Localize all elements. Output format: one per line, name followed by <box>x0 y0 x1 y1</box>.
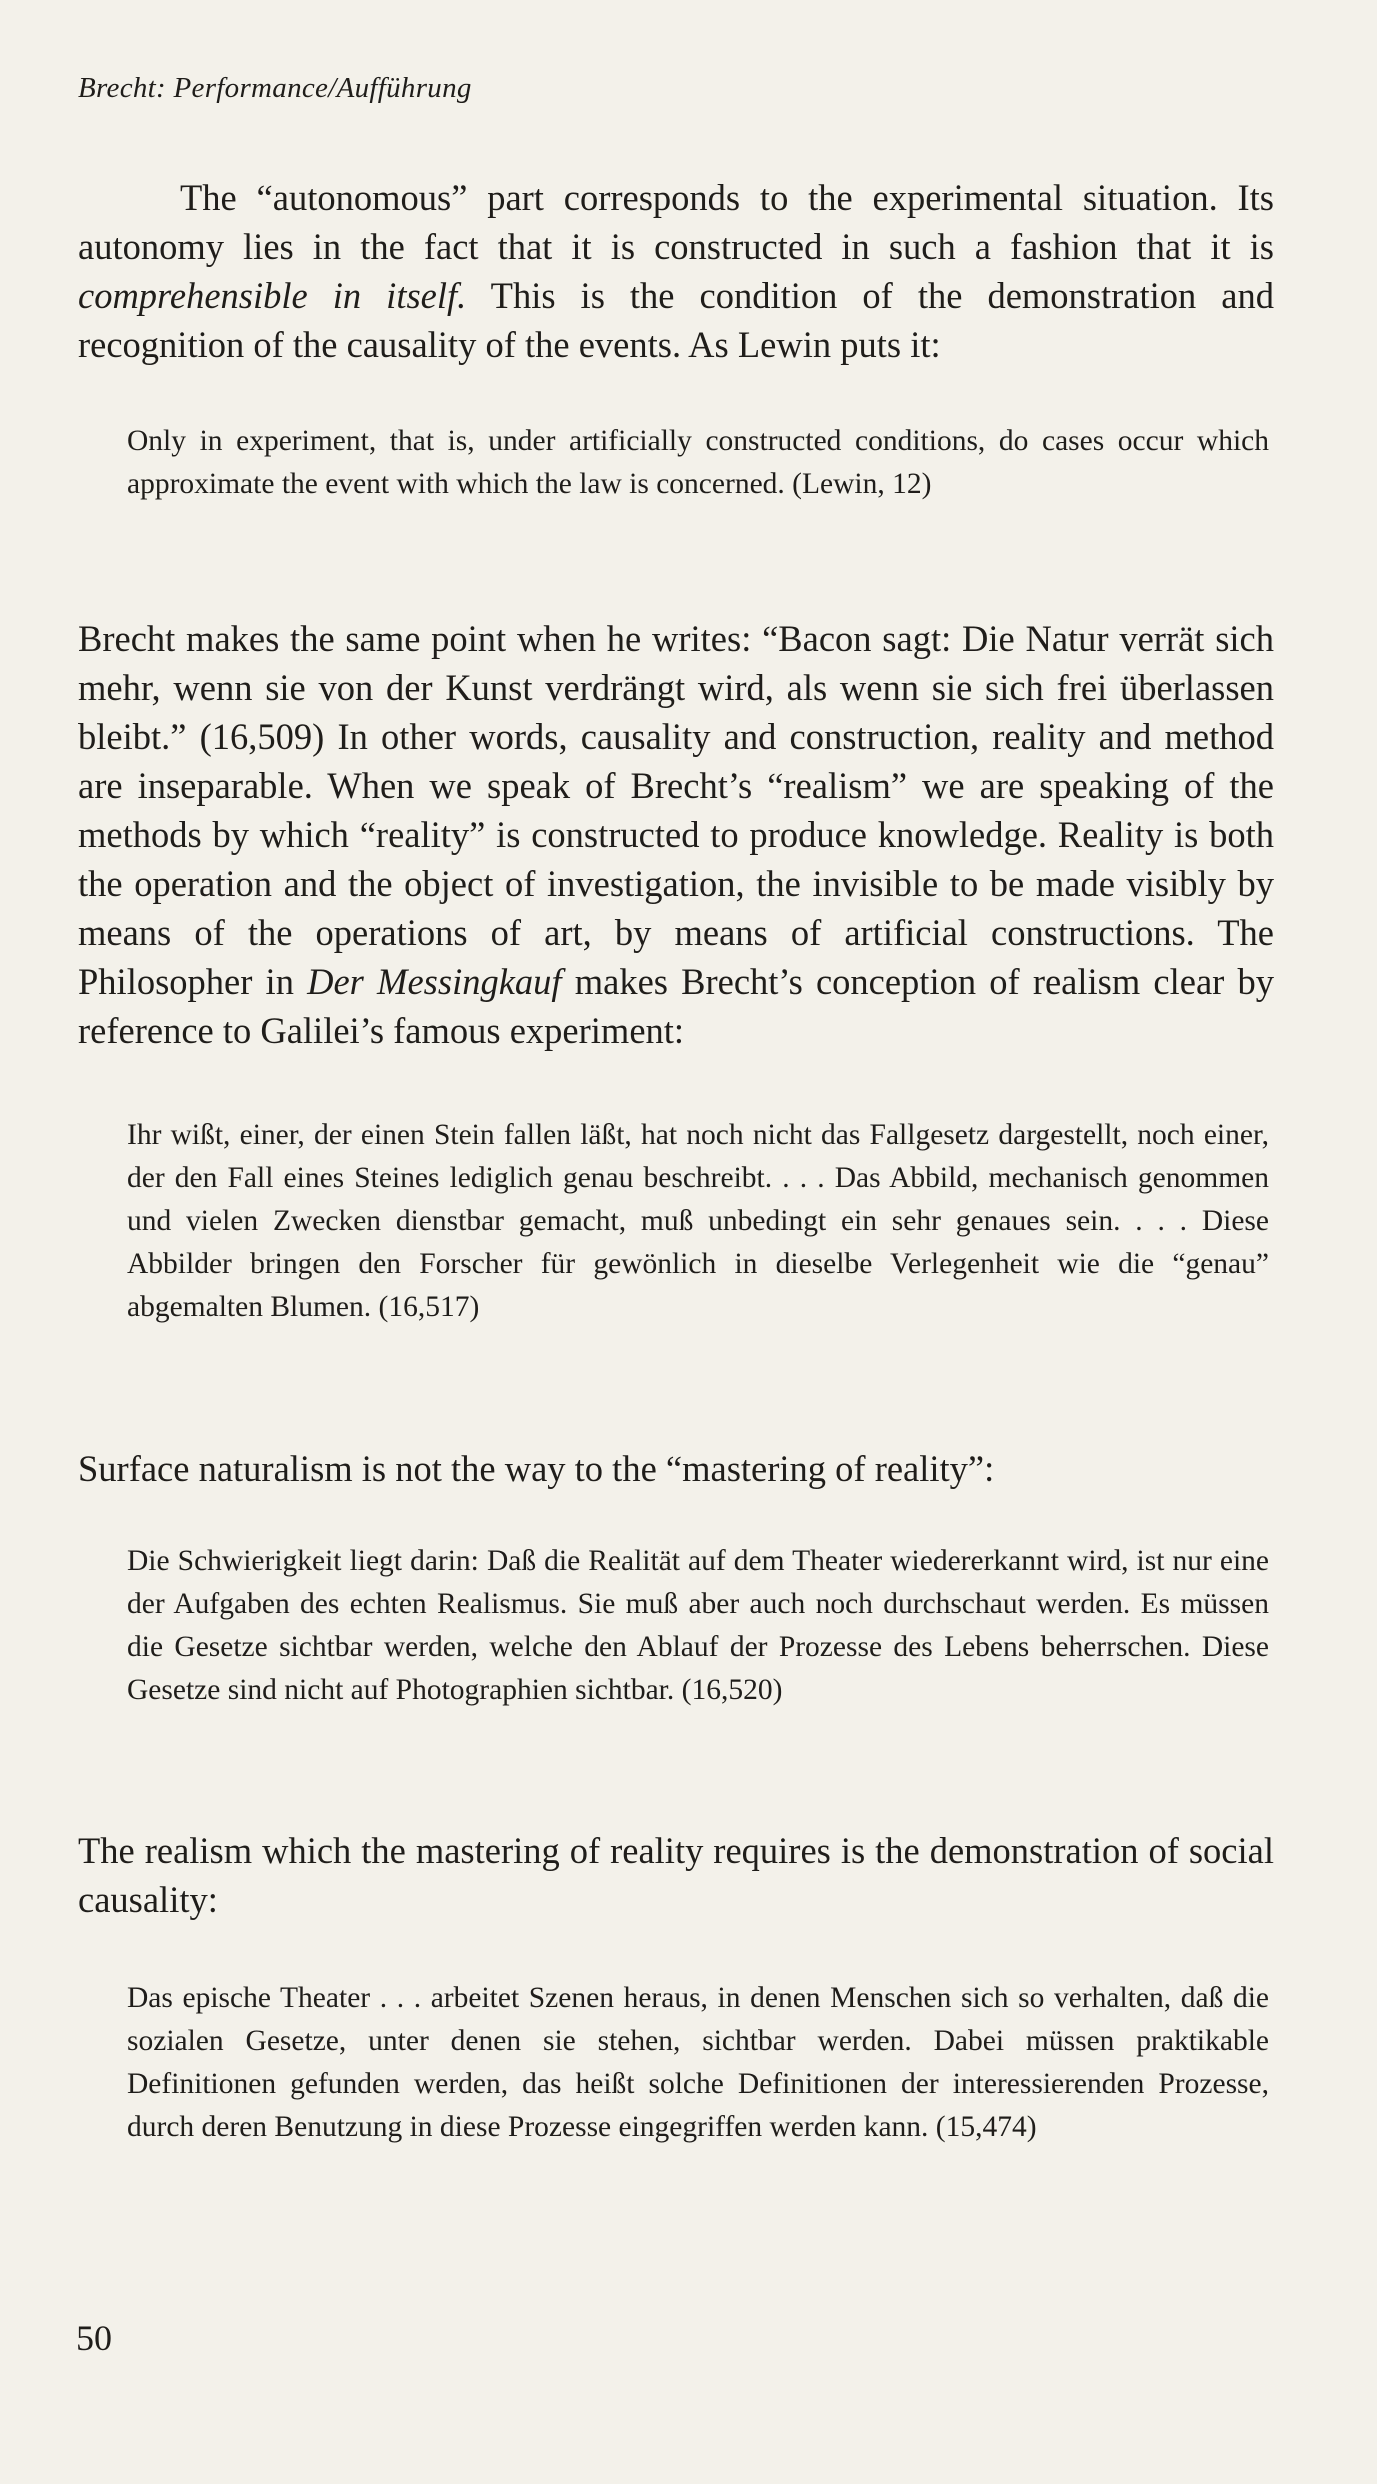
emphasis-text: comprehensible in itself. <box>78 275 467 316</box>
page-number: 50 <box>76 2318 112 2358</box>
body-paragraph-bacon <box>78 614 1274 1055</box>
body-paragraph-autonomous <box>78 173 1274 369</box>
block-quote-lewin: Only in experiment, that is, under artificially constructed conditions, do cases occur which approximate the event with which the law is concerned. (Lewin, 12) <box>127 425 1269 500</box>
paragraph-text: makes Brecht’s conception of realism clear by reference to Galilei’s famous experiment: <box>78 961 1274 1051</box>
running-head: Brecht: Performance/Aufführung <box>78 72 472 104</box>
paragraph-text: This is the condition of the demonstration and recognition of the causality of the events. As Lewin puts it: <box>78 275 1275 365</box>
block-quote-schwierigkeit: Die Schwierigkeit liegt darin: Daß die Realität auf dem Theater wiedererkannt wird, ist nur eine der Aufgaben des echten Realismus. Sie muß aber auch noch durchschaut werden. Es müssen die Gesetze sichtbar werden, welche den Ablauf der Prozesse des Lebens beherrschen. Diese Gesetze sind nicht auf Photographien sichtbar. (16,520) <box>127 1545 1269 1706</box>
body-paragraph-naturalism: Surface naturalism is not the way to the “mastering of reality”: <box>78 1448 995 1489</box>
block-quote-episches-theater: Das epische Theater . . . arbeitet Szenen heraus, in denen Menschen sich so verhalten, daß die sozialen Gesetze, unter denen sie stehen, sichtbar werden. Dabei müssen praktikable Definitionen gefunden werden, das heißt solche Definitionen der interessierenden Prozesse, durch deren Benutzung in diese Prozesse eingegriffen werden kann. (15,474) <box>127 1982 1269 2143</box>
paragraph-text: The “autonomous” part corresponds to the experimental situation. Its autonomy lies in the fact that it is constructed in such a fashion that it is <box>78 177 1274 267</box>
emphasis-text: Der Messingkauf <box>307 961 562 1002</box>
block-quote-messingkauf: Ihr wißt, einer, der einen Stein fallen läßt, hat noch nicht das Fallgesetz dargestellt, noch einer, der den Fall eines Steines lediglich genau beschreibt. . . . Das Abbild, mechanisch genommen und vielen Zwecken dienstbar gemacht, muß unbedingt ein sehr genaues sein. . . . Diese Abbilder bringen den Forscher für gewönlich in dieselbe Verlegenheit wie die “genau” abgemalten Blumen. (16,517) <box>127 1119 1269 1323</box>
paragraph-text: Brecht makes the same point when he writes: “Bacon sagt: Die Natur verrät sich mehr, wenn sie von der Kunst verdrängt wird, als wenn sie sich frei überlassen bleibt.” (16,509) In other words, causality and construction, reality and method are inseparable. When we speak of Brecht’s “realism” we are speaking of the methods by which “reality” is constructed to produce knowledge. Reality is both the operation and the object of investigation, the invisible to be made visibly by means of the operations of art, by means of artificial constructions. The Philosopher in <box>78 618 1274 1002</box>
body-paragraph-realism: The realism which the mastering of reality requires is the demonstration of social causality: <box>78 1830 1274 1920</box>
